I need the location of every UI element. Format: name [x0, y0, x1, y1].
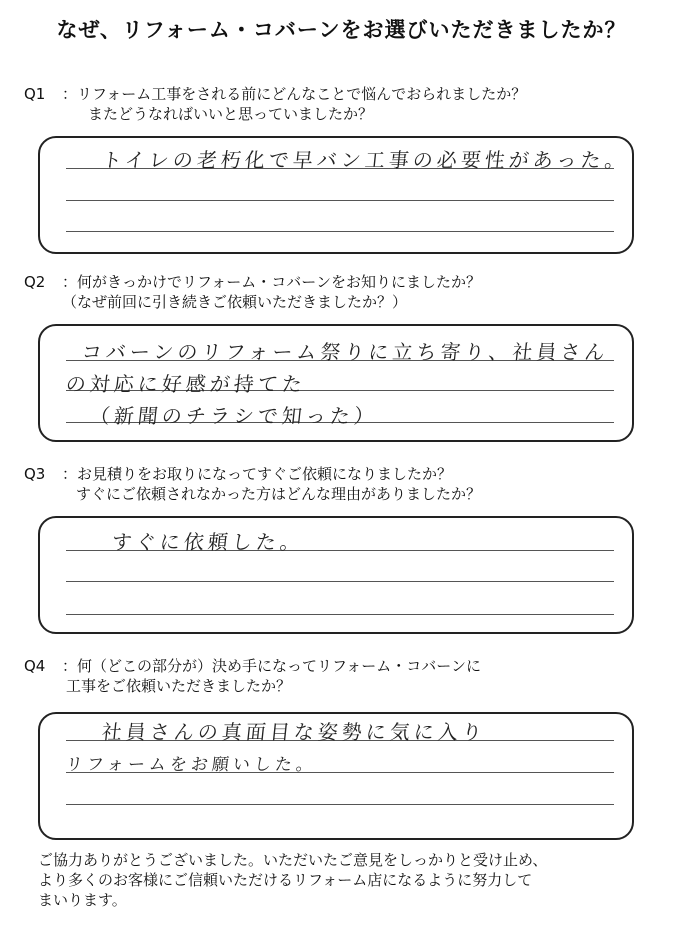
answer-rule: [66, 581, 614, 582]
closing-line: ご協力ありがとうございました。いただいたご意見をしっかりと受け止め、: [38, 851, 548, 869]
handwritten-answer-line: リフォームをお願いした。: [64, 755, 318, 775]
question-text-line-1: ：リフォーム工事をされる前にどんなことで悩んでおられましたか？: [62, 85, 527, 103]
handwritten-answer-line: の対応に好感が持てた: [64, 372, 308, 396]
handwritten-answer-line: （新聞のチラシで知った）: [88, 404, 380, 428]
handwritten-answer-line: トイレの老朽化で早バン工事の必要性があった。: [100, 148, 630, 172]
answer-box-1: [38, 136, 634, 254]
question-text-line-2: すぐにご依頼されなかった方はどんな理由がありましたか？: [76, 485, 482, 503]
closing-line: より多くのお客様にご信頼いただけるリフォーム店になるように努力して: [38, 871, 533, 889]
page-title: なぜ、リフォーム・コバーンをお選びいただきましたか？: [56, 18, 627, 42]
question-text-line-1: ：お見積りをお取りになってすぐご依頼になりましたか？: [62, 465, 453, 483]
question-1: [24, 84, 526, 124]
handwritten-answer-line: コバーンのリフォーム祭りに立ち寄り、社員さん: [80, 340, 610, 364]
answer-box-4: [38, 712, 634, 840]
question-3: [24, 464, 481, 504]
question-number: Q3: [24, 465, 46, 483]
question-text-line-2: またどうなればいいと思っていましたか？: [88, 105, 374, 123]
question-text-line-1: ：何（どこの部分が）決め手になってリフォーム・コバーンに: [62, 657, 481, 675]
question-number: Q4: [24, 657, 46, 675]
question-4: [24, 656, 481, 696]
question-text-line-2: 工事をご依頼いただきましたか？: [66, 677, 292, 695]
question-2: [24, 272, 481, 312]
closing-line: まいります。: [38, 891, 127, 909]
handwritten-answer-line: 社員さんの真面目な姿勢に気に入り: [100, 720, 488, 744]
question-text-line-2: （なぜ前回に引き続きご依頼いただきましたか？）: [62, 293, 408, 311]
answer-box-3: [38, 516, 634, 634]
answer-box-2: [38, 324, 634, 442]
question-number: Q1: [24, 85, 46, 103]
question-text-line-1: ：何がきっかけでリフォーム・コバーンをお知りにましたか？: [62, 273, 481, 291]
closing-message: [38, 850, 547, 910]
answer-rule: [66, 614, 614, 615]
answer-rule: [66, 200, 614, 201]
question-number: Q2: [24, 273, 46, 291]
answer-rule: [66, 804, 614, 805]
handwritten-answer-line: すぐに依頼した。: [110, 530, 306, 554]
answer-rule: [66, 231, 614, 232]
